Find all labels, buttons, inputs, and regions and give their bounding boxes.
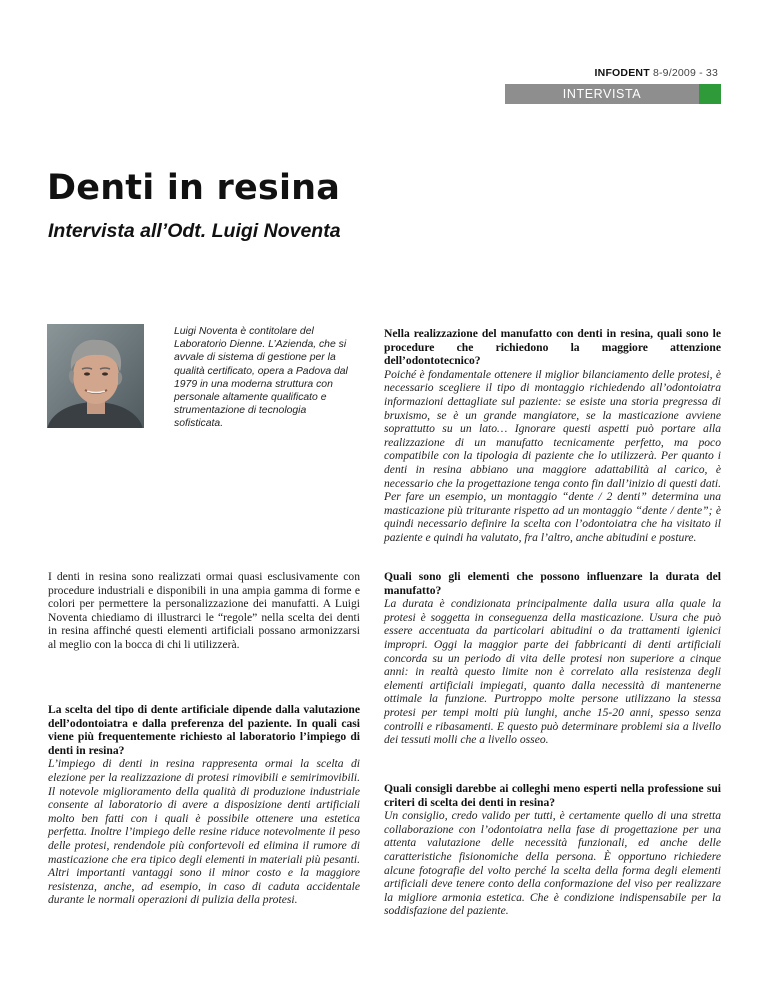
qa-block-2 [384, 327, 721, 545]
answer-4: Un consiglio, credo valido per tutti, è certamente quello di una stretta collaborazione con l’odontoiatra nella fase di progettazione per una attenta valutazione delle necessità funzionali, ed anche delle caratteristiche fisionomiche della persona. È opportuno richiedere alcune fotografie del volto perché la scelta della forma degli elementi artificiali deve tenere conto della conformazione del viso per realizzare la migliore armonia estetica. Che è condizione indispensabile per la soddisfazione del paziente. [384, 809, 721, 918]
section-label: INTERVISTA [505, 84, 699, 104]
answer-2: Poiché è fondamentale ottenere il miglior bilanciamento delle protesi, è necessario scegliere il tipo di montaggio richiedendo all’odontoiatra informazioni dettagliate sul paziente: se esiste una storia pregressa di bruxismo, se è un grande mangiatore, se la masticazione avviene soprattutto su un lato… Ignorare questi aspetti può portare alla realizzazione di un manufatto tecnicamente perfetto, ma poco compatibile con la tipologia di paziente che lo utilizzerà. Per quanto i denti in resina abbiano una maggiore adattabilità al carico, è necessario che la progettazione tenga conto fin dall’inizio di questi dati. Per fare un esempio, un montaggio “dente / 2 denti” determina una masticazione più triturante rispetto ad un montaggio “dente / dente”; è quindi necessario definire la scelta con l’odontoiatra che ha visitato il paziente e quindi ha valutato, fra l’altro, anche abitudini e posture. [384, 367, 721, 544]
issue-number: 8-9/2009 - 33 [652, 67, 718, 79]
portrait-illustration [47, 324, 144, 428]
photo-caption: Luigi Noventa è contitolare del Laboratorio Dienne. L’Azienda, che si avvale di sistema di gestione per la qualità certificato, opera a Padova dal 1979 in una moderna struttura con personale altamente qualificato e strumentazione di tecnologia sofisticata. [174, 326, 348, 430]
question-2: Nella realizzazione del manufatto con denti in resina, quali sono le procedure che richiedono la maggiore attenzione dell’odontotecnico? [384, 327, 721, 368]
qa-block-3 [384, 570, 721, 747]
portrait-photo [47, 324, 144, 428]
section-accent-block [699, 84, 721, 104]
article-title: Denti in resina [47, 168, 341, 208]
answer-3: La durata è condizionata principalmente dalla usura alla quale la protesi è soggetta in conseguenza della masticazione. Usura che può essere accentuata da particolari abitudini o da trattamenti igienici impropri. Oggi la maggior parte dei fabbricanti di denti artificiali concorda su un periodo di vita delle protesi non superiore a cinque anni: in realtà questo limite non è correlato alla resistenza degli elementi artificiali impiegati, quanto dalla necessità di mantenerne ottimale la funzione. Purtroppo molte persone utilizzano la stessa protesi per tempi molti più lunghi, anche 15-20 anni, spesso senza controlli e ribasamenti. E questo può determinare problemi sia a livello dei tessuti molli che a livello osseo. [384, 597, 721, 747]
qa-block-1 [48, 703, 360, 907]
page-folio [595, 67, 718, 79]
question-3: Quali sono gli elementi che possono influenzare la durata del manufatto? [384, 570, 721, 597]
article-subtitle: Intervista all’Odt. Luigi Noventa [48, 220, 341, 242]
question-1: La scelta del tipo di dente artificiale dipende dalla valutazione dell’odontoiatra e dalla preferenza del paziente. In quali casi viene più frequentemente richiesto al laboratorio l’impiego di denti in resina? [48, 703, 360, 757]
magazine-name: INFODENT [594, 67, 650, 79]
article-intro [48, 570, 360, 652]
qa-block-4 [384, 782, 721, 918]
intro-paragraph: I denti in resina sono realizzati ormai quasi esclusivamente con procedure industriali e disponibili in una ampia gamma di forme e colori per permettere la personalizzazione dei manufatti. A Luigi Noventa chiediamo di illustrarci le “regole” nella scelta dei denti in resina affinché questi elementi artificiali possano armonizzarsi al meglio con la bocca di chi li utilizzerà. [48, 570, 360, 651]
answer-1: L’impiego di denti in resina rappresenta ormai la scelta di elezione per la realizzazione di protesi rimovibili e semirimovibili. Il notevole miglioramento della qualità di produzione industriale consente al laboratorio di avere a disposizione denti artificiali molto ben fatti con i quali è possibile ottenere una estetica perfetta. Inoltre l’impiego delle resine riduce notevolmente il peso delle protesi, rendendole più confortevoli ed elimina il rumore di masticazione che era tipico degli elementi in materiali più pesanti. Altri importanti vantaggi sono il minor costo e la maggiore resistenza, anche, ad esempio, in caso di caduta accidentale durante le normali operazioni di pulizia della protesi. [48, 757, 360, 907]
question-4: Quali consigli darebbe ai colleghi meno esperti nella professione sui criteri di scelta dei denti in resina? [384, 782, 721, 809]
